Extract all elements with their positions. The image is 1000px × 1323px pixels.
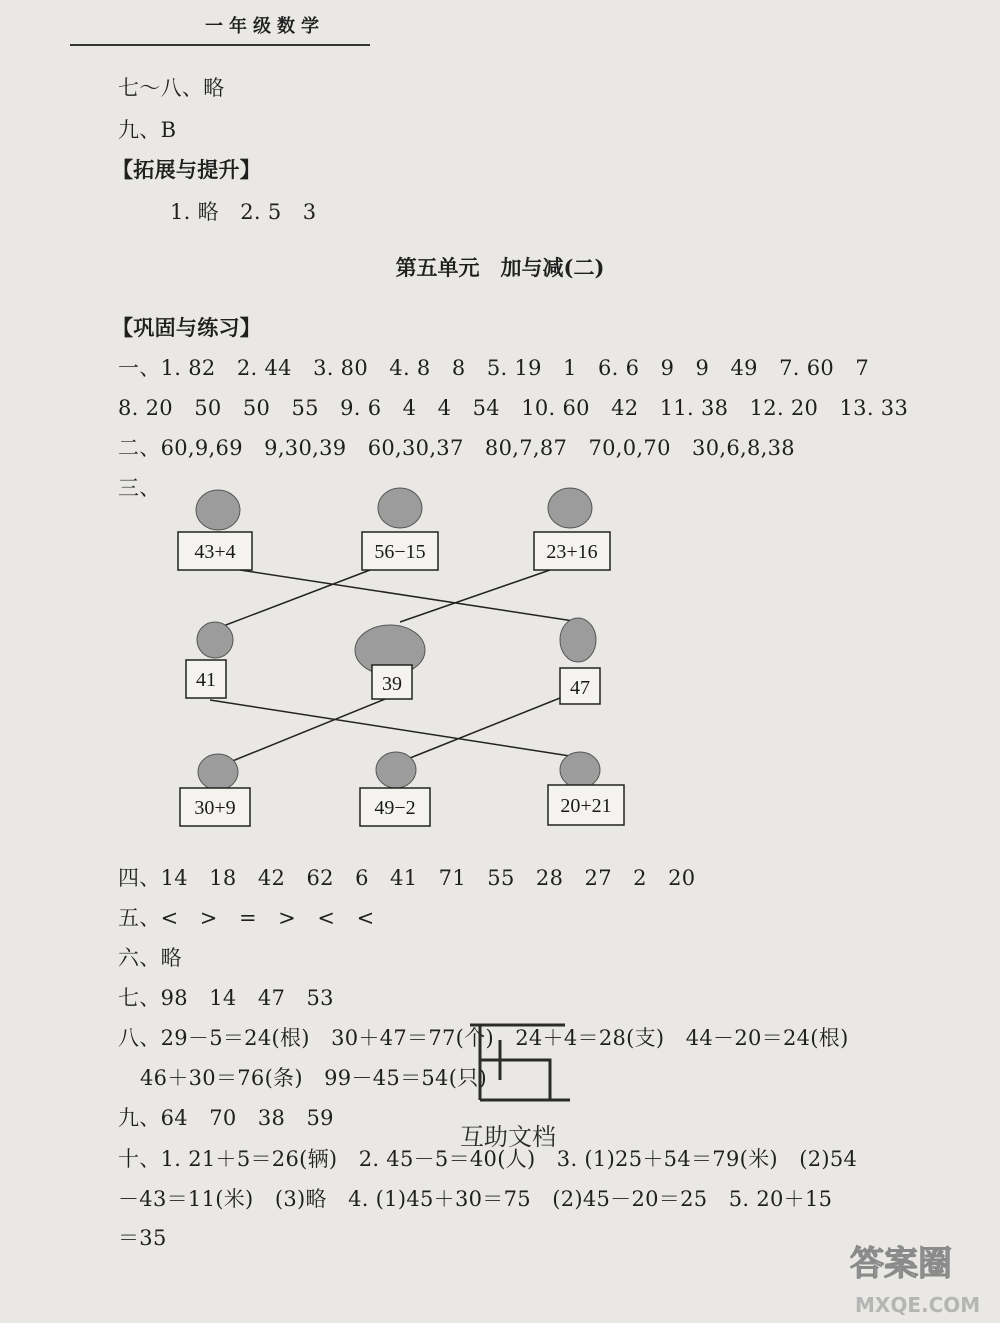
top-label-1: 43+4 (194, 541, 236, 563)
section-heading-practice: 【巩固与练习】 (112, 315, 262, 340)
watermark-text: 互助文档 (460, 1123, 556, 1151)
middle-label-2: 39 (382, 673, 402, 695)
matching-diagram (160, 480, 660, 840)
answer-line-2: 二、60,9,69 9,30,39 60,30,37 80,7,87 70,0,70 30,6,8,38 (118, 436, 795, 460)
match-line (410, 690, 580, 758)
person-icon (548, 488, 592, 528)
top-label-3: 23+16 (546, 541, 598, 563)
answer-line-3: 三、 (118, 476, 161, 500)
answer-line-10a: 十、1. 21＋5＝26(辆) 2. 45－5＝40(人) 3. (1)25＋54＝79(米) (2)54 (118, 1147, 858, 1171)
answer-line-8b: 46＋30＝76(条) 99－45＝54(只) (140, 1066, 488, 1090)
match-line (230, 695, 395, 762)
answer-line-9b: 九、64 70 38 59 (118, 1106, 334, 1130)
watermark-stamp (440, 1020, 620, 1160)
answer-line-6: 六、略 (118, 946, 182, 970)
answer-line-1a: 一、1. 82 2. 44 3. 80 4. 8 8 5. 19 1 6. 6 9 9 49 7. 60 7 (118, 356, 870, 380)
bottom-label-1: 30+9 (194, 797, 236, 819)
answer-line-5: 五、< > = > < < (118, 906, 375, 930)
header-rule (70, 44, 370, 46)
site-logo (850, 1230, 990, 1320)
bottom-label-2: 49−2 (374, 797, 416, 819)
answer-line-10c: ＝35 (118, 1226, 167, 1250)
top-label-2: 56−15 (374, 541, 426, 563)
person-icon (376, 752, 416, 788)
answer-line-1b: 8. 20 50 50 55 9. 6 4 4 54 10. 60 42 11. 38 12. 20 13. 33 (118, 396, 909, 420)
answer-line-8a: 八、29－5＝24(根) 30＋47＝77(个) 24＋4＝28(支) 44－20＝24(根) (118, 1026, 849, 1050)
answer-line-7: 七、98 14 47 53 (118, 986, 334, 1010)
unit-title: 第五单元 加与减(二) (395, 255, 605, 280)
answer-line-4: 四、14 18 42 62 6 41 71 55 28 27 2 20 (118, 866, 696, 890)
answer-line-9: 九、B (118, 118, 177, 142)
middle-label-3: 47 (570, 677, 590, 699)
answer-line-extension: 1. 略 2. 5 3 (170, 200, 317, 224)
person-icon (378, 488, 422, 528)
person-icon (560, 752, 600, 788)
answer-line-10b: －43＝11(米) (3)略 4. (1)45＋30＝75 (2)45－20＝25 5. 20＋15 (118, 1187, 833, 1211)
logo-text: 答案圈 (850, 1244, 952, 1284)
chick-icon (560, 618, 596, 662)
person-icon (196, 490, 240, 530)
rabbit-icon (197, 622, 233, 658)
middle-label-1: 41 (196, 669, 216, 691)
header-title: 一年级数学 (205, 16, 325, 37)
logo-url: MXQE.COM (855, 1293, 981, 1317)
person-icon (198, 754, 238, 790)
answer-line-7-8: 七～八、略 (118, 76, 225, 100)
bottom-label-3: 20+21 (560, 795, 612, 817)
section-heading-extension: 【拓展与提升】 (112, 157, 262, 182)
